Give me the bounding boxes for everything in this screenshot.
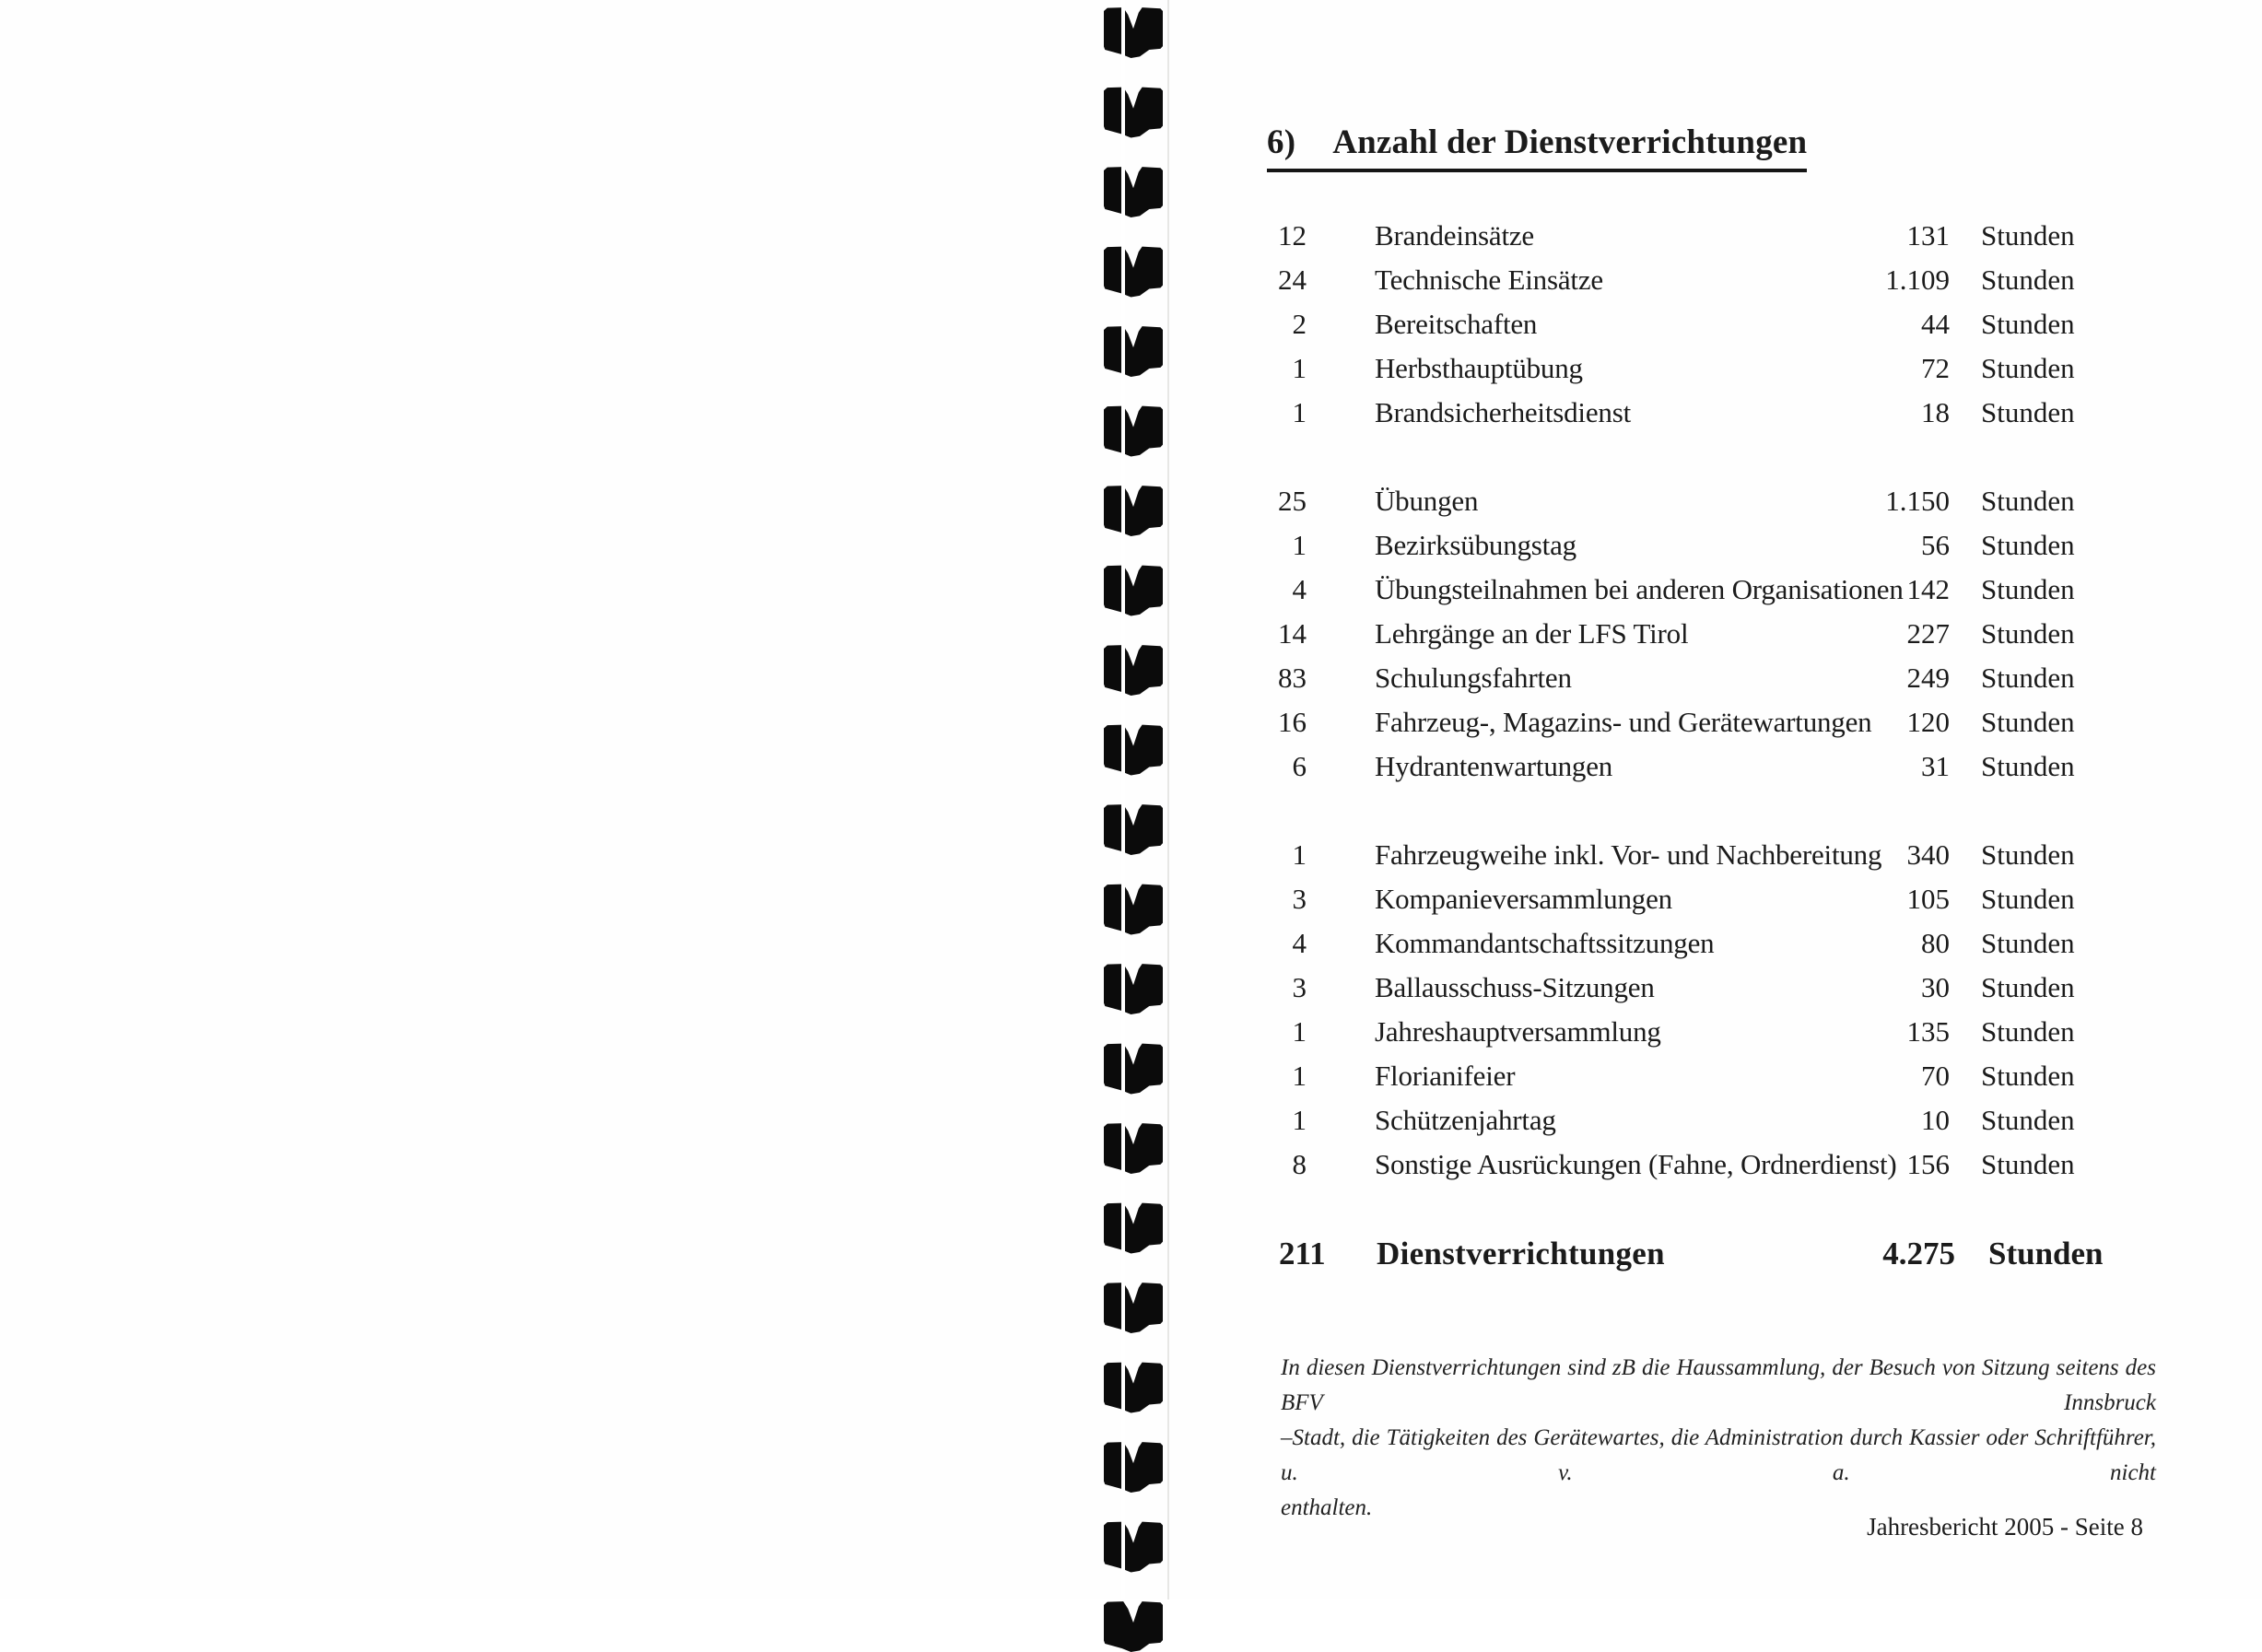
table-row bbox=[0, 302, 2262, 346]
row-hours: 30 bbox=[1921, 971, 1950, 1003]
row-count: 3 bbox=[1292, 883, 1307, 915]
total-row bbox=[0, 1229, 2262, 1279]
section-number: 6) bbox=[1267, 123, 1296, 161]
row-label: Herbsthauptübung bbox=[1375, 352, 1583, 384]
row-hours: 156 bbox=[1906, 1148, 1950, 1180]
table-row bbox=[0, 346, 2262, 391]
binding-tooth-icon bbox=[1104, 1282, 1163, 1333]
row-label: Schulungsfahrten bbox=[1375, 662, 1572, 694]
table-row bbox=[0, 1010, 2262, 1054]
row-label: Lehrgänge an der LFS Tirol bbox=[1375, 617, 1689, 650]
row-hours: 249 bbox=[1906, 662, 1950, 694]
table-row bbox=[0, 1054, 2262, 1098]
row-count: 8 bbox=[1292, 1148, 1307, 1180]
group-gap bbox=[0, 789, 2262, 833]
binding-tooth-icon bbox=[1104, 1600, 1163, 1652]
table-row bbox=[0, 214, 2262, 258]
binding-tooth-icon bbox=[1104, 166, 1163, 217]
row-unit: Stunden bbox=[1981, 971, 2075, 1003]
table-row bbox=[0, 700, 2262, 744]
row-hours: 131 bbox=[1906, 219, 1950, 252]
row-count: 1 bbox=[1292, 838, 1307, 871]
group-gap bbox=[0, 435, 2262, 479]
row-unit: Stunden bbox=[1981, 396, 2075, 428]
row-unit: Stunden bbox=[1981, 573, 2075, 605]
row-unit: Stunden bbox=[1981, 1015, 2075, 1048]
row-label: Fahrzeugweihe inkl. Vor- und Nachbereitung bbox=[1375, 838, 1882, 871]
row-label: Bereitschaften bbox=[1375, 308, 1538, 340]
total-label: Dienstverrichtungen bbox=[1377, 1236, 1665, 1271]
row-count: 1 bbox=[1292, 396, 1307, 428]
row-label: Fahrzeug-, Magazins- und Gerätewartungen bbox=[1375, 706, 1872, 738]
table-row bbox=[0, 921, 2262, 966]
footnote-line: –Stadt, die Tätigkeiten des Gerätewartes, die Administration durch Kassier oder Schriftführer, u. v. a. nicht bbox=[1281, 1425, 2156, 1485]
row-hours: 56 bbox=[1921, 529, 1950, 561]
row-unit: Stunden bbox=[1981, 1060, 2075, 1092]
row-hours: 44 bbox=[1921, 308, 1950, 340]
table-row bbox=[0, 966, 2262, 1010]
row-label: Ballausschuss-Sitzungen bbox=[1375, 971, 1655, 1003]
table-row bbox=[0, 1098, 2262, 1142]
row-count: 1 bbox=[1292, 1015, 1307, 1048]
row-count: 14 bbox=[1278, 617, 1307, 650]
row-unit: Stunden bbox=[1981, 219, 2075, 252]
section-title-text: Anzahl der Dienstverrichtungen bbox=[1332, 123, 1808, 161]
row-hours: 18 bbox=[1921, 396, 1950, 428]
total-unit: Stunden bbox=[1988, 1236, 2104, 1271]
row-label: Technische Einsätze bbox=[1375, 264, 1603, 296]
table-row bbox=[0, 877, 2262, 921]
table-row bbox=[0, 1142, 2262, 1187]
table-row bbox=[0, 479, 2262, 523]
row-hours: 1.150 bbox=[1885, 485, 1950, 517]
row-count: 4 bbox=[1292, 927, 1307, 959]
footnote-line: enthalten. bbox=[1281, 1495, 1373, 1520]
footnote-line: In diesen Dienstverrichtungen sind zB die Haussammlung, der Besuch von Sitzung seitens des BFV Innsbruck bbox=[1281, 1355, 2156, 1415]
row-label: Übungen bbox=[1375, 485, 1479, 517]
binding-tooth-icon bbox=[1104, 6, 1163, 58]
row-unit: Stunden bbox=[1981, 706, 2075, 738]
table-row bbox=[0, 612, 2262, 656]
row-count: 83 bbox=[1278, 662, 1307, 694]
row-label: Sonstige Ausrückungen (Fahne, Ordnerdienst) bbox=[1375, 1148, 1897, 1180]
row-hours: 80 bbox=[1921, 927, 1950, 959]
row-unit: Stunden bbox=[1981, 308, 2075, 340]
row-hours: 227 bbox=[1906, 617, 1950, 650]
row-unit: Stunden bbox=[1981, 617, 2075, 650]
row-hours: 135 bbox=[1906, 1015, 1950, 1048]
row-unit: Stunden bbox=[1981, 485, 2075, 517]
row-label: Übungsteilnahmen bei anderen Organisationen bbox=[1375, 573, 1904, 605]
row-count: 1 bbox=[1292, 352, 1307, 384]
row-unit: Stunden bbox=[1981, 883, 2075, 915]
row-hours: 1.109 bbox=[1885, 264, 1950, 296]
row-unit: Stunden bbox=[1981, 662, 2075, 694]
row-count: 2 bbox=[1292, 308, 1307, 340]
row-unit: Stunden bbox=[1981, 1104, 2075, 1136]
row-hours: 340 bbox=[1906, 838, 1950, 871]
row-unit: Stunden bbox=[1981, 927, 2075, 959]
table-row bbox=[0, 523, 2262, 568]
row-label: Brandeinsätze bbox=[1375, 219, 1534, 252]
row-count: 3 bbox=[1292, 971, 1307, 1003]
row-unit: Stunden bbox=[1981, 750, 2075, 782]
row-hours: 72 bbox=[1921, 352, 1950, 384]
row-label: Brandsicherheitsdienst bbox=[1375, 396, 1631, 428]
binding-tooth-icon bbox=[1104, 1441, 1163, 1493]
table-row bbox=[0, 568, 2262, 612]
row-count: 6 bbox=[1292, 750, 1307, 782]
row-unit: Stunden bbox=[1981, 838, 2075, 871]
table-row bbox=[0, 656, 2262, 700]
table-row bbox=[0, 391, 2262, 435]
row-hours: 31 bbox=[1921, 750, 1950, 782]
row-hours: 70 bbox=[1921, 1060, 1950, 1092]
row-label: Kompanieversammlungen bbox=[1375, 883, 1672, 915]
row-count: 1 bbox=[1292, 1060, 1307, 1092]
row-unit: Stunden bbox=[1981, 352, 2075, 384]
row-unit: Stunden bbox=[1981, 264, 2075, 296]
table-row bbox=[0, 744, 2262, 789]
total-hours: 4.275 bbox=[1882, 1236, 1955, 1271]
row-hours: 120 bbox=[1906, 706, 1950, 738]
row-unit: Stunden bbox=[1981, 529, 2075, 561]
row-label: Jahreshauptversammlung bbox=[1375, 1015, 1661, 1048]
row-count: 1 bbox=[1292, 1104, 1307, 1136]
footnote bbox=[1281, 1351, 2156, 1526]
binding-tooth-icon bbox=[1104, 87, 1163, 138]
row-hours: 10 bbox=[1921, 1104, 1950, 1136]
page-footer: Jahresbericht 2005 - Seite 8 bbox=[1867, 1513, 2143, 1541]
table-row bbox=[0, 833, 2262, 877]
row-label: Bezirksübungstag bbox=[1375, 529, 1576, 561]
row-count: 12 bbox=[1278, 219, 1307, 252]
row-label: Kommandantschaftssitzungen bbox=[1375, 927, 1715, 959]
binding-tooth-icon bbox=[1104, 1521, 1163, 1573]
row-hours: 142 bbox=[1906, 573, 1950, 605]
total-count: 211 bbox=[1279, 1236, 1326, 1271]
row-count: 4 bbox=[1292, 573, 1307, 605]
row-unit: Stunden bbox=[1981, 1148, 2075, 1180]
row-label: Hydrantenwartungen bbox=[1375, 750, 1613, 782]
table-row bbox=[0, 258, 2262, 302]
row-hours: 105 bbox=[1906, 883, 1950, 915]
service-table bbox=[0, 214, 2262, 1187]
row-count: 25 bbox=[1278, 485, 1307, 517]
row-count: 16 bbox=[1278, 706, 1307, 738]
row-label: Florianifeier bbox=[1375, 1060, 1516, 1092]
row-count: 1 bbox=[1292, 529, 1307, 561]
row-count: 24 bbox=[1278, 264, 1307, 296]
row-label: Schützenjahrtag bbox=[1375, 1104, 1556, 1136]
section-heading bbox=[1267, 123, 1807, 172]
binding-tooth-icon bbox=[1104, 1362, 1163, 1413]
